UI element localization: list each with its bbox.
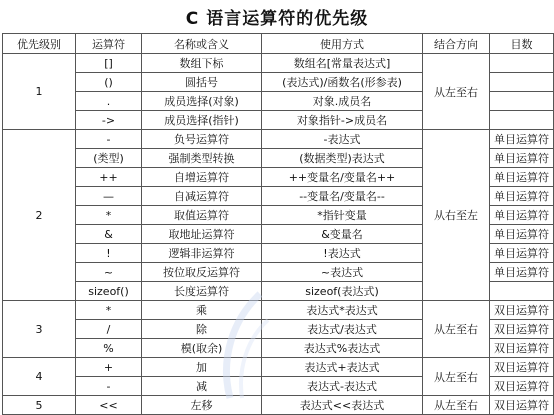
priority-level-cell: 3 xyxy=(3,301,76,358)
operator-cell: & xyxy=(76,225,142,244)
priority-level-cell: 2 xyxy=(3,130,76,301)
usage-cell: --变量名/变量名-- xyxy=(262,187,423,206)
arity-cell: 双目运算符 xyxy=(490,339,554,358)
usage-cell: (数据类型)表达式 xyxy=(262,149,423,168)
operator-cell: ~ xyxy=(76,263,142,282)
operator-cell: * xyxy=(76,206,142,225)
table-row xyxy=(3,54,554,73)
usage-cell: 对象.成员名 xyxy=(262,92,423,111)
name-cell: 负号运算符 xyxy=(142,130,262,149)
usage-cell: 数组名[常量表达式] xyxy=(262,54,423,73)
name-cell: 自减运算符 xyxy=(142,187,262,206)
operator-cell: [] xyxy=(76,54,142,73)
arity-cell xyxy=(490,282,554,301)
arity-cell: 双目运算符 xyxy=(490,301,554,320)
priority-level-cell: 1 xyxy=(3,54,76,130)
header-operator: 运算符 xyxy=(76,34,142,54)
table-row xyxy=(3,130,554,149)
header-level: 优先级别 xyxy=(3,34,76,54)
arity-cell: 双目运算符 xyxy=(490,320,554,339)
name-cell: 取地址运算符 xyxy=(142,225,262,244)
usage-cell: 对象指针->成员名 xyxy=(262,111,423,130)
precedence-table xyxy=(2,33,554,415)
name-cell: 取值运算符 xyxy=(142,206,262,225)
arity-cell: 单目运算符 xyxy=(490,168,554,187)
usage-cell: -表达式 xyxy=(262,130,423,149)
usage-cell: ++变量名/变量名++ xyxy=(262,168,423,187)
usage-cell: sizeof(表达式) xyxy=(262,282,423,301)
name-cell: 数组下标 xyxy=(142,54,262,73)
operator-cell: ! xyxy=(76,244,142,263)
operator-cell: ++ xyxy=(76,168,142,187)
operator-cell: - xyxy=(76,130,142,149)
associativity-cell: 从右至左 xyxy=(423,130,490,301)
arity-cell: 双目运算符 xyxy=(490,396,554,415)
operator-cell: (类型) xyxy=(76,149,142,168)
header-usage: 使用方式 xyxy=(262,34,423,54)
name-cell: 除 xyxy=(142,320,262,339)
table-body xyxy=(3,54,554,415)
name-cell: 左移 xyxy=(142,396,262,415)
arity-cell xyxy=(490,73,554,92)
operator-cell: << xyxy=(76,396,142,415)
table-row xyxy=(3,358,554,377)
name-cell: 成员选择(指针) xyxy=(142,111,262,130)
name-cell: 加 xyxy=(142,358,262,377)
associativity-cell: 从左至右 xyxy=(423,54,490,130)
usage-cell: 表达式/表达式 xyxy=(262,320,423,339)
name-cell: 长度运算符 xyxy=(142,282,262,301)
operator-cell: . xyxy=(76,92,142,111)
usage-cell: 表达式+表达式 xyxy=(262,358,423,377)
name-cell: 自增运算符 xyxy=(142,168,262,187)
table-row xyxy=(3,301,554,320)
operator-cell: * xyxy=(76,301,142,320)
associativity-cell: 从左至右 xyxy=(423,358,490,396)
arity-cell: 单目运算符 xyxy=(490,206,554,225)
header-direction: 结合方向 xyxy=(423,34,490,54)
operator-cell: sizeof() xyxy=(76,282,142,301)
arity-cell: 单目运算符 xyxy=(490,263,554,282)
arity-cell: 单目运算符 xyxy=(490,244,554,263)
operator-cell: / xyxy=(76,320,142,339)
usage-cell: ~表达式 xyxy=(262,263,423,282)
arity-cell xyxy=(490,54,554,73)
arity-cell: 单目运算符 xyxy=(490,149,554,168)
name-cell: 模(取余) xyxy=(142,339,262,358)
page-title: C 语言运算符的优先级 xyxy=(185,9,369,29)
operator-cell: -> xyxy=(76,111,142,130)
name-cell: 减 xyxy=(142,377,262,396)
name-cell: 圆括号 xyxy=(142,73,262,92)
usage-cell: 表达式%表达式 xyxy=(262,339,423,358)
usage-cell: *指针变量 xyxy=(262,206,423,225)
operator-cell: — xyxy=(76,187,142,206)
usage-cell: !表达式 xyxy=(262,244,423,263)
name-cell: 逻辑非运算符 xyxy=(142,244,262,263)
arity-cell: 双目运算符 xyxy=(490,358,554,377)
arity-cell: 单目运算符 xyxy=(490,225,554,244)
priority-level-cell: 5 xyxy=(3,396,76,415)
priority-level-cell: 4 xyxy=(3,358,76,396)
arity-cell xyxy=(490,92,554,111)
usage-cell: 表达式-表达式 xyxy=(262,377,423,396)
operator-cell: () xyxy=(76,73,142,92)
header-arity: 目数 xyxy=(490,34,554,54)
operator-cell: + xyxy=(76,358,142,377)
associativity-cell: 从左至右 xyxy=(423,301,490,358)
header-name: 名称或含义 xyxy=(142,34,262,54)
arity-cell: 单目运算符 xyxy=(490,130,554,149)
usage-cell: 表达式*表达式 xyxy=(262,301,423,320)
arity-cell xyxy=(490,111,554,130)
operator-cell: % xyxy=(76,339,142,358)
table-header-row xyxy=(3,34,554,54)
usage-cell: &变量名 xyxy=(262,225,423,244)
arity-cell: 单目运算符 xyxy=(490,187,554,206)
name-cell: 强制类型转换 xyxy=(142,149,262,168)
operator-cell: - xyxy=(76,377,142,396)
usage-cell: (表达式)/函数名(形参表) xyxy=(262,73,423,92)
usage-cell: 表达式<<表达式 xyxy=(262,396,423,415)
name-cell: 乘 xyxy=(142,301,262,320)
name-cell: 成员选择(对象) xyxy=(142,92,262,111)
associativity-cell: 从左至右 xyxy=(423,396,490,415)
table-row xyxy=(3,396,554,415)
name-cell: 按位取反运算符 xyxy=(142,263,262,282)
arity-cell: 双目运算符 xyxy=(490,377,554,396)
